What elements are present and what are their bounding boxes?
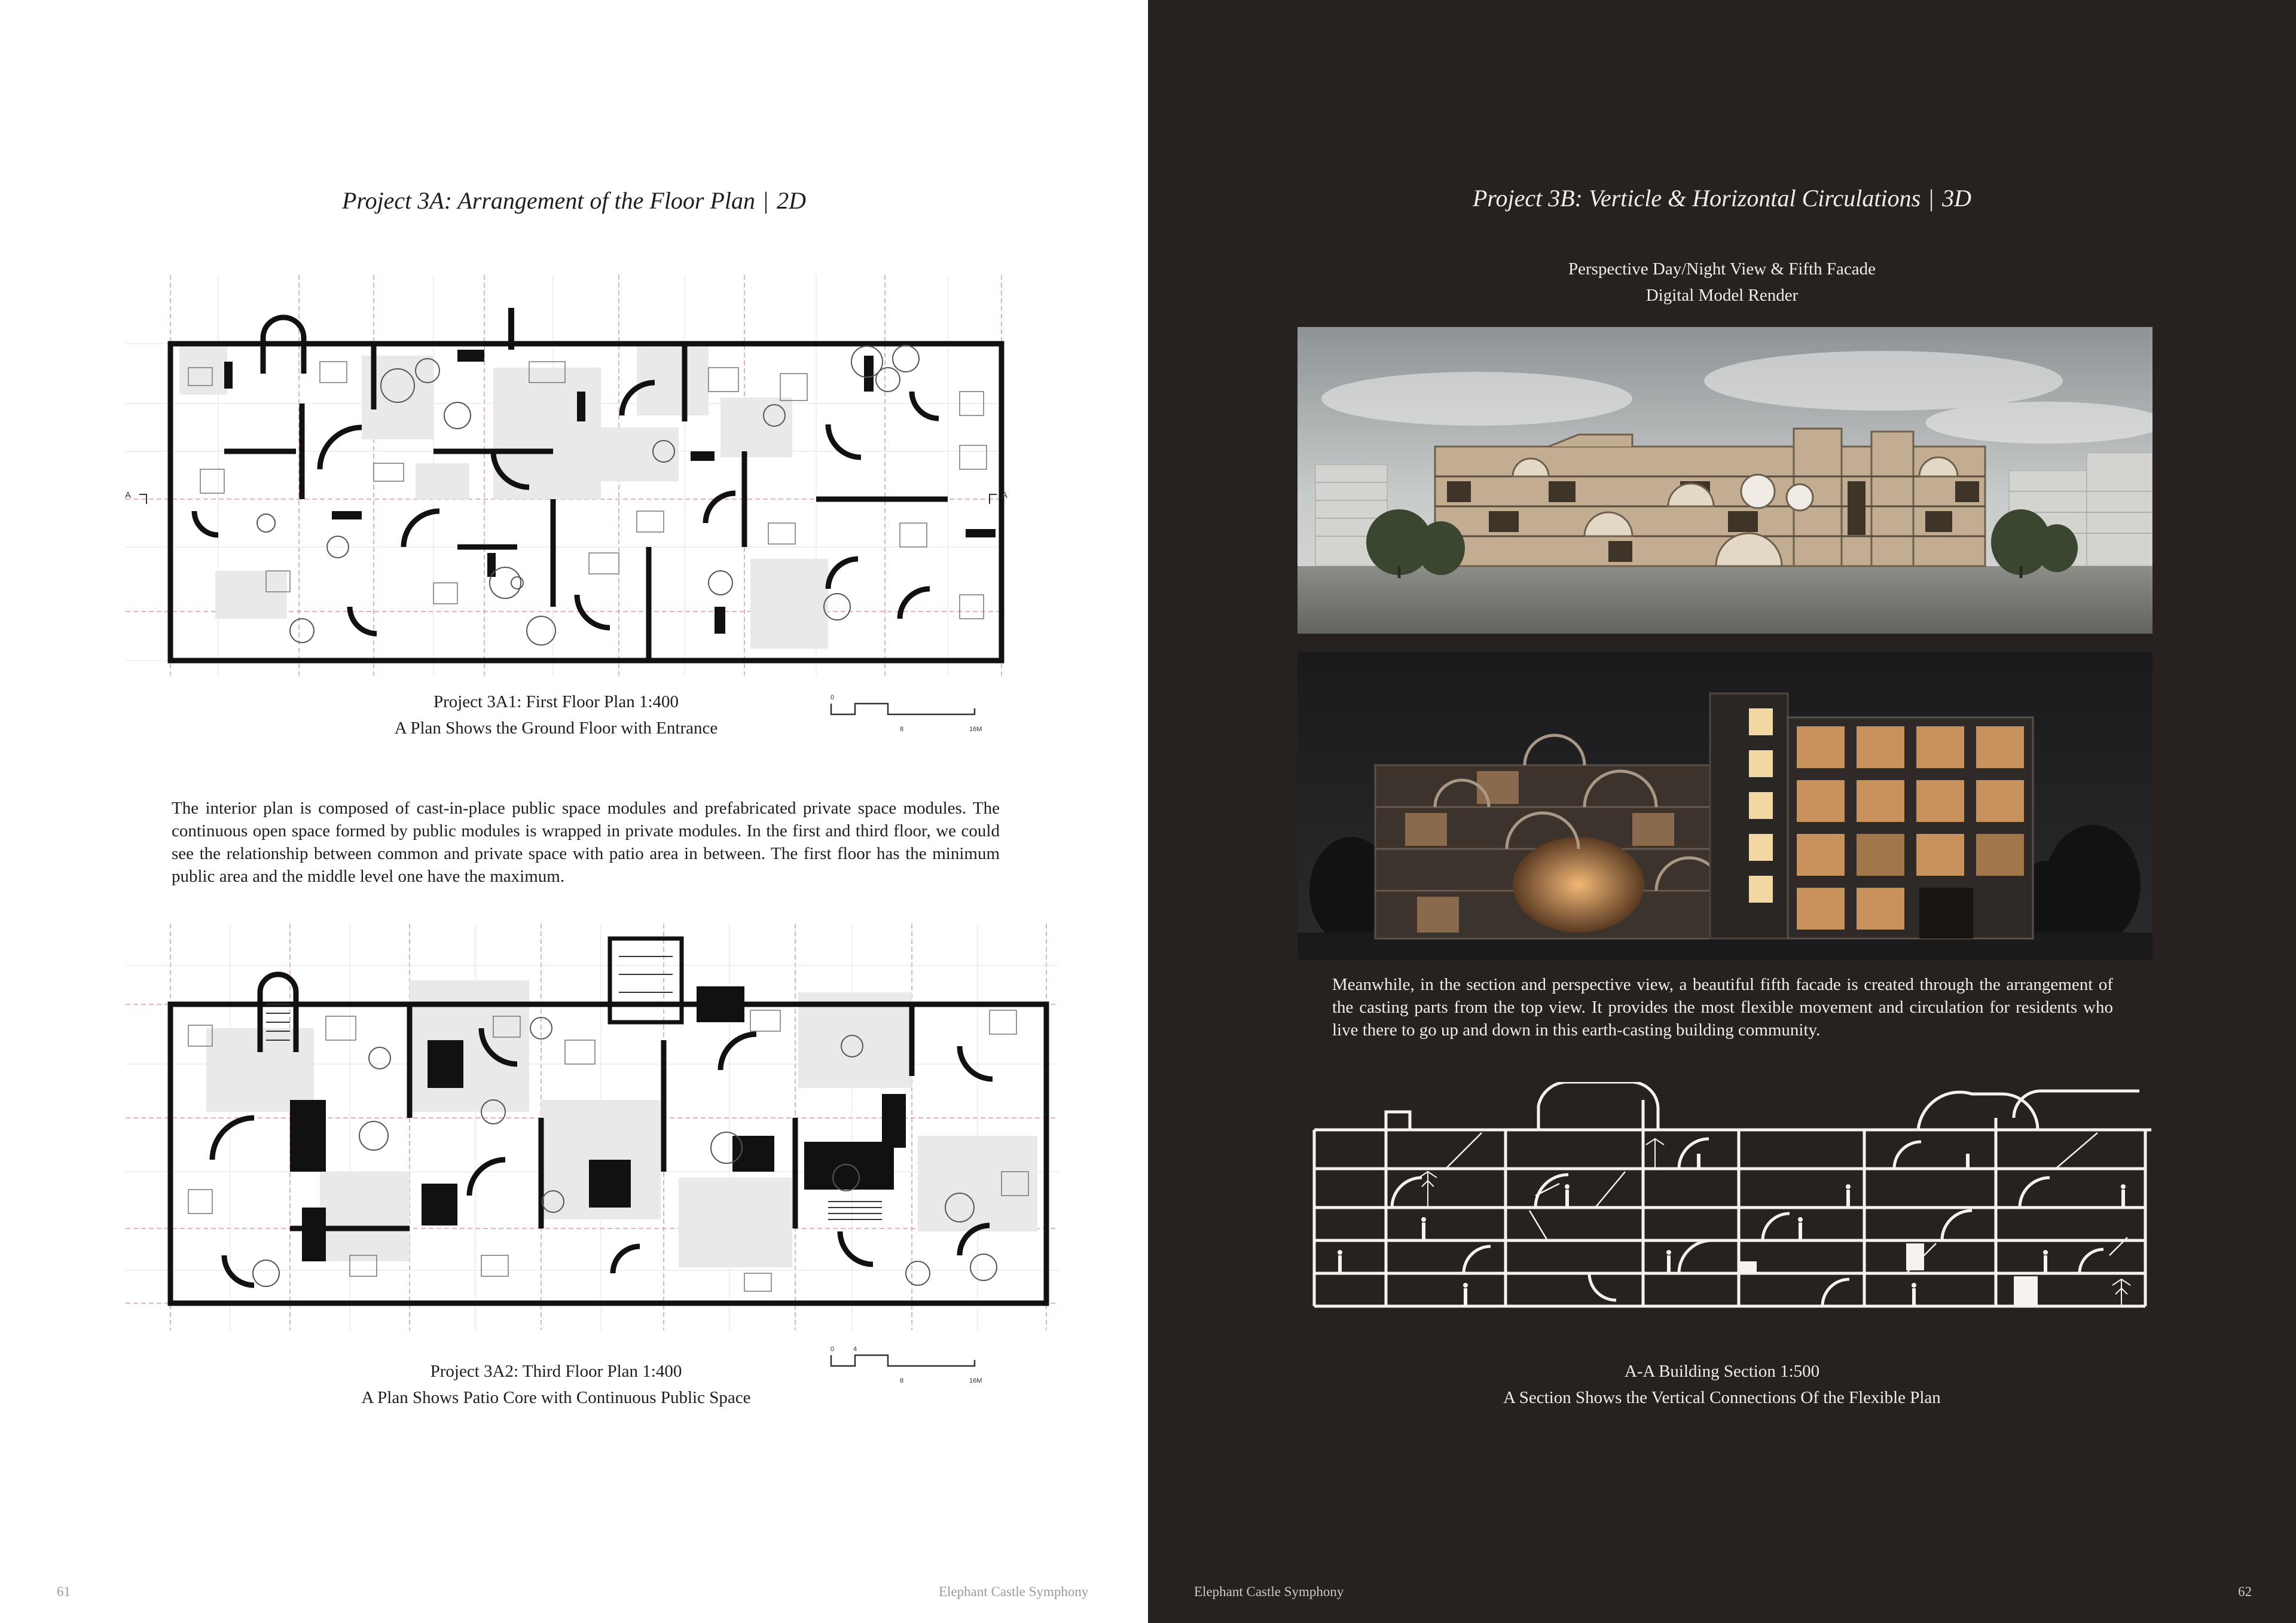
first-floor-plan-caption bbox=[335, 689, 777, 741]
third-floor-plan-caption bbox=[299, 1358, 813, 1411]
plan2-scale-label-0: 0 bbox=[831, 1346, 835, 1353]
right-page bbox=[1148, 0, 2296, 1623]
plan1-scale-label-0: 0 bbox=[831, 694, 835, 701]
section-caption-subtitle: A Section Shows the Vertical Connections Of the Flexible Plan bbox=[1503, 1388, 1941, 1407]
render-caption-line1: Perspective Day/Night View & Fifth Facade bbox=[1568, 259, 1876, 279]
day-perspective-render bbox=[1297, 327, 2152, 634]
plan1-scale-label-16m: 16M bbox=[969, 726, 982, 733]
plan2-scale-label-8: 8 bbox=[900, 1377, 904, 1384]
plan2-caption-subtitle: A Plan Shows Patio Core with Continuous Public Space bbox=[361, 1388, 751, 1407]
plan2-scale-label-16m: 16M bbox=[969, 1377, 982, 1384]
right-page-number: 62 bbox=[2238, 1584, 2252, 1599]
plan1-caption-title: Project 3A1: First Floor Plan 1:400 bbox=[433, 692, 679, 711]
left-running-title: Elephant Castle Symphony bbox=[939, 1584, 1089, 1599]
section-mark-a-left: A bbox=[125, 490, 132, 500]
left-page-number: 61 bbox=[57, 1584, 71, 1599]
plan2-scale-label-4: 4 bbox=[853, 1346, 857, 1353]
left-page-title: Project 3A: Arrangement of the Floor Plan | 2D bbox=[342, 187, 806, 214]
plan1-caption-subtitle: A Plan Shows the Ground Floor with Entrance bbox=[394, 719, 718, 738]
plan2-caption-title: Project 3A2: Third Floor Plan 1:400 bbox=[430, 1362, 682, 1381]
left-body-paragraph: The interior plan is composed of cast-in-place public space modules and prefabricated private space modules. The continuous open space formed by public modules is wrapped in private modules. In the first and third floor, we could see the relationship between common and private space with patio area in between. The first floor has the minimum public area and the middle level one have the maximum. bbox=[172, 799, 1000, 886]
right-page-title: Project 3B: Verticle & Horizontal Circulations | 3D bbox=[1472, 185, 1972, 212]
right-body-paragraph: Meanwhile, in the section and perspective view, a beautiful fifth facade is created through the arrangement of the casting parts from the top view. It provides the most flexible movement and circulation for residents who live there to go up and down in this earth-casting building community. bbox=[1332, 975, 2113, 1040]
night-perspective-render bbox=[1297, 652, 2152, 959]
right-title-text: Project 3B: Verticle & Horizontal Circulations bbox=[1472, 185, 1921, 212]
plan2-scale-bar bbox=[828, 1342, 984, 1390]
building-section-drawing bbox=[1308, 1082, 2157, 1315]
section-mark-a-right: A bbox=[1002, 490, 1007, 500]
left-title-suffix: 2D bbox=[777, 187, 806, 214]
third-floor-plan-drawing bbox=[123, 921, 1061, 1333]
first-floor-plan-drawing bbox=[123, 272, 1007, 678]
render-caption bbox=[1148, 256, 2296, 308]
left-title-text: Project 3A: Arrangement of the Floor Plan bbox=[342, 187, 756, 214]
plan1-scale-bar bbox=[828, 690, 984, 738]
plan1-scale-label-8: 8 bbox=[900, 726, 904, 733]
section-caption bbox=[1148, 1358, 2296, 1411]
right-running-title: Elephant Castle Symphony bbox=[1194, 1584, 1344, 1599]
right-title-suffix: 3D bbox=[1942, 185, 1972, 212]
section-caption-title: A-A Building Section 1:500 bbox=[1624, 1362, 1820, 1381]
render-caption-line2: Digital Model Render bbox=[1645, 286, 1799, 305]
